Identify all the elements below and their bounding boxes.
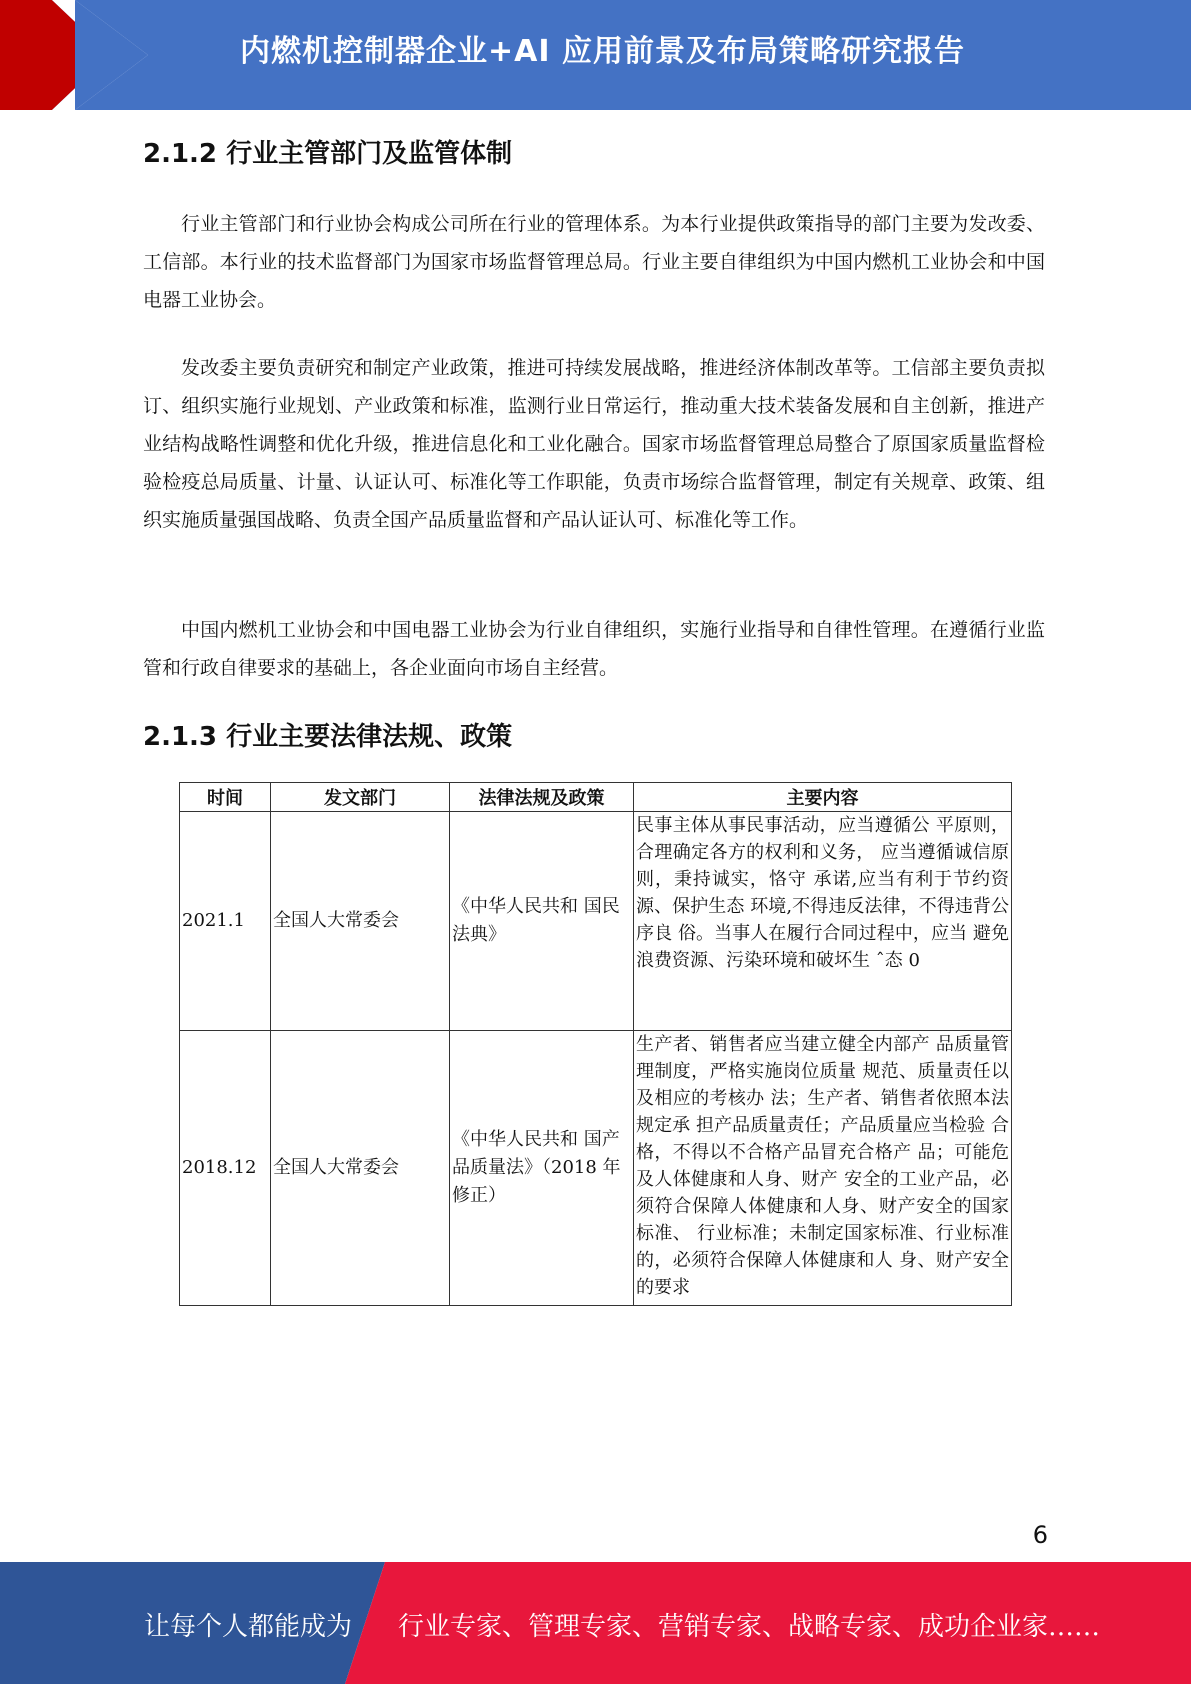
report-title: 内燃机控制器企业+AI 应用前景及布局策略研究报告 <box>240 34 965 69</box>
cell-time: 2018.12 <box>180 1031 271 1306</box>
cell-law: 《中华人民共和 国产品质量法》（2018 年修正） <box>450 1031 634 1306</box>
header-content: 主要内容 <box>634 783 1012 812</box>
header-time: 时间 <box>180 783 271 812</box>
cell-law: 《中华人民共和 国民法典》 <box>450 812 634 1031</box>
cell-content: 民事主体从事民事活动，应当遵循公 平原则，合理确定各方的权利和义务， 应当遵循诚信原则，秉持诚实，恪守 承诺,应当有利于节约资源、保护生态 环境,不得违反法律，不得违背公序良 俗。当事人在履行合同过程中，应当 避免浪费资源、污染环境和破坏生 ˆ态 0 <box>634 812 1012 1031</box>
paragraph-1: 行业主管部门和行业协会构成公司所在行业的管理体系。为本行业提供政策指导的部门主要为发改委、工信部。本行业的技术监督部门为国家市场监督管理总局。行业主要自律组织为中国内燃机工业协会和中国电器工业协会。 <box>143 213 1045 311</box>
table-header-row <box>180 783 1012 812</box>
cell-department: 全国人大常委会 <box>271 812 450 1031</box>
page-number: 6 <box>1032 1521 1048 1549</box>
table-row <box>180 1031 1012 1306</box>
cell-department: 全国人大常委会 <box>271 1031 450 1306</box>
cell-content: 生产者、销售者应当建立健全内部产 品质量管理制度，严格实施岗位质量 规范、质量责任以及相应的考核办 法；生产者、销售者依照本法规定承 担产品质量责任；产品质量应当检验 合格，不得以不合格产品冒充合格产 品；可能危及人体健康和人身、财产 安全的工业产品，必须符合保障人体健康和人身、财产安全的国家标准、 行业标准；未制定国家标准、行业标准的，必须符合保障人体健康和人 身、财产安全的要求 <box>636 1034 1009 1298</box>
header-law: 法律法规及政策 <box>450 783 634 812</box>
section-heading-2-1-3: 2.1.3 行业主要法律法规、政策 <box>143 722 513 752</box>
header-department: 发文部门 <box>271 783 450 812</box>
page-footer <box>0 1562 1191 1684</box>
cell-time: 2021.1 <box>180 812 271 1031</box>
law-policy-table <box>179 782 1012 1306</box>
section-heading-2-1-2: 2.1.2 行业主管部门及监管体制 <box>143 139 513 169</box>
page-header <box>0 0 1191 110</box>
paragraph-3: 中国内燃机工业协会和中国电器工业协会为行业自律组织，实施行业指导和自律性管理。在遵循行业监管和行政自律要求的基础上，各企业面向市场自主经营。 <box>143 619 1045 679</box>
footer-slogan-right: 行业专家、管理专家、营销专家、战略专家、成功企业家…… <box>398 1612 1101 1642</box>
cell-content-wrapper <box>634 1031 1012 1306</box>
footer-slogan-left: 让每个人都能成为 <box>144 1612 353 1642</box>
paragraph-2: 发改委主要负责研究和制定产业政策，推进可持续发展战略，推进经济体制改革等。工信部主要负责拟订、组织实施行业规划、产业政策和标准，监测行业日常运行，推动重大技术装备发展和自主创新，推进产业结构战略性调整和优化升级，推进信息化和工业化融合。国家市场监督管理总局整合了原国家质量监督检验检疫总局质量、计量、认证认可、标准化等工作职能，负责市场综合监督管理，制定有关规章、政策、组织实施质量强国战略、负责全国产品质量监督和产品认证认可、标准化等工作。 <box>143 357 1045 531</box>
table-row <box>180 812 1012 1031</box>
